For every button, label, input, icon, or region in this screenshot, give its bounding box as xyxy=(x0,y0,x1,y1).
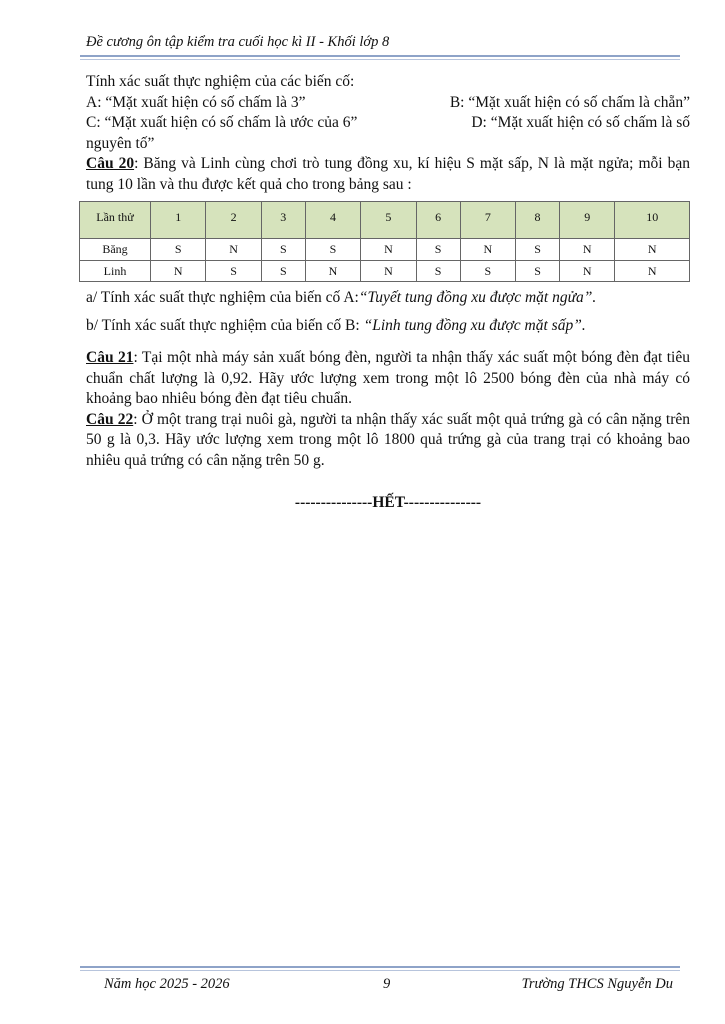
event-d: D: “Mặt xuất hiện có số chấm là số xyxy=(471,114,690,131)
question-20-part-a xyxy=(86,288,690,309)
event-a: A: “Mặt xuất hiện có số chấm là 3” xyxy=(86,93,306,111)
table-header-cell: 4 xyxy=(305,202,360,239)
document-body xyxy=(86,72,690,514)
table-cell: N xyxy=(460,239,515,261)
table-cell: S xyxy=(261,239,305,261)
events-row-cd xyxy=(86,113,690,134)
footer-year: Năm học 2025 - 2026 xyxy=(104,976,230,992)
table-header-cell: Lần thử xyxy=(80,202,151,239)
question-21-text: : Tại một nhà máy sản xuất bóng đèn, người ta nhận thấy xác suất một bóng đèn đạt tiêu chuẩn chất lượng là 0,92. Hãy ước lượng xem trong một lô 2500 bóng đèn của nhà máy có khoảng bao nhiêu bóng đèn đạt tiêu chuẩn. xyxy=(86,349,690,407)
table-cell: N xyxy=(615,239,690,261)
table-header-cell: 3 xyxy=(261,202,305,239)
table-cell: Linh xyxy=(80,260,151,282)
table-cell: N xyxy=(305,260,360,282)
table-header-cell: 5 xyxy=(361,202,416,239)
table-cell: Băng xyxy=(80,239,151,261)
footer-school: Trường THCS Nguyễn Du xyxy=(521,976,673,992)
question-22-text: : Ở một trang trại nuôi gà, người ta nhận thấy xác suất một quả trứng gà có cân nặng trên 50 g là 0,3. Hãy ước lượng xem trong một lô 1800 quả trứng gà của trang trại có khoảng bao nhiêu quả trứng có cân nặng trên 50 g. xyxy=(86,410,690,469)
coin-toss-table xyxy=(79,201,690,282)
table-header-row xyxy=(80,202,690,239)
table-cell: S xyxy=(416,260,460,282)
footer-page-number: 9 xyxy=(383,976,391,992)
question-20 xyxy=(86,154,690,195)
intro-line: Tính xác suất thực nghiệm của các biến cố: xyxy=(86,73,355,90)
question-20-text: : Băng và Linh cùng chơi trò tung đồng xu, kí hiệu S mặt sấp, N là mặt ngửa; mỗi bạn tung 10 lần và thu được kết quả cho trong bảng sau : xyxy=(86,155,690,193)
table-cell: N xyxy=(361,239,416,261)
page-header: Đề cương ôn tập kiểm tra cuối học kì II - Khối lớp 8 xyxy=(86,34,390,50)
table-header-cell: 2 xyxy=(206,202,261,239)
table-cell: N xyxy=(560,239,615,261)
table-cell: S xyxy=(516,239,560,261)
part-b-prefix: b/ Tính xác suất thực nghiệm của biến cố B: xyxy=(86,316,364,334)
table-header-cell: 9 xyxy=(560,202,615,239)
part-b-event: “Linh tung đồng xu được mặt sấp”. xyxy=(363,316,586,334)
table-cell: S xyxy=(460,260,515,282)
question-20-part-b xyxy=(86,316,690,337)
table-cell: S xyxy=(416,239,460,261)
table-cell: N xyxy=(151,260,206,282)
table-row-linh xyxy=(80,260,690,282)
end-marker: ---------------HẾT--------------- xyxy=(294,494,482,511)
question-22 xyxy=(86,410,690,472)
table-header-cell: 6 xyxy=(416,202,460,239)
table-row-bang xyxy=(80,239,690,261)
question-20-label: Câu 20 xyxy=(86,155,135,172)
table-cell: S xyxy=(305,239,360,261)
event-d-continued: nguyên tố” xyxy=(86,134,155,152)
table-cell: N xyxy=(615,260,690,282)
footer-divider-thin xyxy=(80,970,680,971)
header-divider xyxy=(80,55,680,57)
table-header-cell: 10 xyxy=(615,202,690,239)
table-header-cell: 1 xyxy=(151,202,206,239)
event-b: B: “Mặt xuất hiện có số chấm là chẵn” xyxy=(449,93,690,111)
table-cell: S xyxy=(151,239,206,261)
header-divider-thin xyxy=(80,59,680,60)
part-a-event: “Tuyết tung đồng xu được mặt ngửa”. xyxy=(358,289,597,306)
table-cell: S xyxy=(261,260,305,282)
table-cell: S xyxy=(206,260,261,282)
events-row-ab xyxy=(86,93,690,114)
part-a-prefix: a/ Tính xác suất thực nghiệm của biến cố A: xyxy=(86,289,359,306)
question-22-label: Câu 22 xyxy=(86,410,134,428)
event-c: C: “Mặt xuất hiện có số chấm là ước của 6” xyxy=(86,114,358,131)
table-cell: N xyxy=(206,239,261,261)
question-21-label: Câu 21 xyxy=(86,349,134,366)
question-21 xyxy=(86,348,690,410)
table-cell: S xyxy=(516,260,560,282)
footer-divider xyxy=(80,966,680,968)
table-cell: N xyxy=(361,260,416,282)
table-header-cell: 7 xyxy=(460,202,515,239)
table-header-cell: 8 xyxy=(516,202,560,239)
table-cell: N xyxy=(560,260,615,282)
